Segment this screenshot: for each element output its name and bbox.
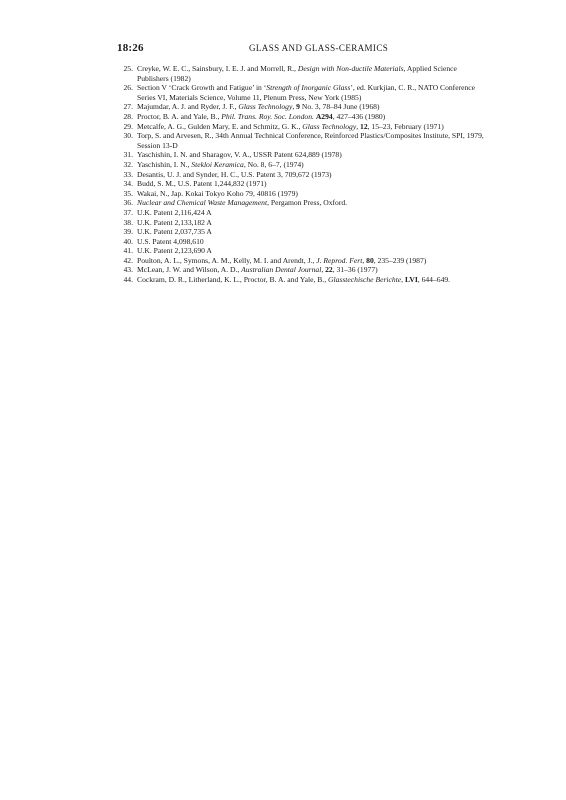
reference-item (117, 208, 489, 218)
reference-fragment: Torp, S. and Arvesen, R., 34th Annual Technical Conference, Reinforced Plastics/Composites Institute, SPI, 1979, Session 13-D (137, 131, 484, 150)
reference-fragment: McLean, J. W. and Wilson, A. D., (137, 265, 242, 275)
reference-text (137, 189, 489, 199)
reference-number: 25. (123, 64, 133, 73)
reference-number: 44. (123, 275, 133, 285)
reference-number: 26. (123, 83, 133, 93)
reference-volume: 22 (325, 265, 333, 275)
reference-item (117, 150, 489, 160)
reference-item (117, 275, 489, 285)
reference-item (117, 83, 489, 102)
reference-item (117, 102, 489, 112)
reference-number: 27. (123, 102, 133, 112)
reference-item (117, 131, 489, 150)
reference-fragment: Proctor, B. A. and Yale, B., (137, 111, 222, 121)
reference-text (137, 170, 489, 180)
reference-fragment: , Applied Science Publishers (1982) (137, 64, 457, 83)
reference-text (137, 83, 489, 102)
reference-title: Strength of Inorganic Glass (266, 83, 351, 93)
reference-number: 43. (123, 265, 133, 275)
reference-fragment: Majumdar, A. J. and Ryder, J. F., (137, 102, 239, 112)
reference-number: 38. (123, 217, 133, 227)
reference-text (137, 246, 489, 256)
reference-fragment: , (292, 102, 297, 112)
reference-item (117, 198, 489, 208)
reference-fragment: , (401, 275, 405, 285)
reference-item (117, 256, 489, 266)
running-title: GLASS AND GLASS-CERAMICS (249, 43, 389, 53)
reference-title: Glasstechische Berichte (328, 275, 402, 285)
reference-volume: A294 (315, 111, 333, 121)
reference-fragment: , (321, 265, 326, 275)
reference-fragment: , No. 8, 6–7, (1974) (243, 159, 304, 169)
reference-number: 39. (123, 227, 133, 237)
reference-fragment: U.K. Patent 2,116,424 A (137, 207, 212, 217)
reference-volume: 9 (296, 102, 300, 112)
reference-fragment: U.K. Patent 2,133,182 A (137, 217, 212, 227)
reference-fragment: Section V ‘Crack Growth and Fatigue’ in ‘ (137, 83, 267, 93)
reference-number: 41. (123, 246, 133, 256)
reference-fragment: , 427–436 (1980) (332, 111, 386, 121)
reference-item (117, 160, 489, 170)
reference-volume: LVI (404, 275, 418, 285)
reference-title: Design with Non-ductile Materials (297, 64, 404, 73)
reference-text (137, 131, 489, 150)
reference-text (137, 102, 489, 112)
reference-text (137, 256, 489, 266)
reference-text (137, 64, 489, 83)
reference-fragment: Yaschishin, I. N. and Sharagov, V. A., USSR Patent 624,889 (1978) (137, 150, 342, 160)
reference-fragment: , (362, 255, 367, 265)
reference-title: Nuclear and Chemical Waste Management (137, 198, 268, 208)
reference-title: J. Reprod. Fert (316, 255, 363, 265)
reference-fragment: U.K. Patent 2,123,690 A (137, 246, 212, 256)
reference-text (137, 112, 489, 122)
reference-fragment: Metcalfe, A. G., Gulden Mary, E. and Schmitz, G. K., (137, 121, 303, 131)
reference-text (137, 150, 489, 160)
reference-text (137, 237, 489, 247)
reference-number: 33. (123, 169, 133, 179)
reference-fragment: , (356, 121, 361, 131)
reference-number: 40. (123, 236, 133, 246)
reference-volume: 80 (366, 255, 374, 265)
reference-item (117, 64, 489, 83)
reference-number: 37. (123, 207, 133, 217)
reference-fragment: , 15–23, February (1971) (367, 121, 444, 131)
reference-text (137, 198, 489, 208)
reference-item (117, 112, 489, 122)
reference-item (117, 227, 489, 237)
reference-text (137, 208, 489, 218)
reference-fragment: Yaschishin, I. N., (137, 159, 192, 169)
reference-title: Phil. Trans. Roy. Soc. London. (221, 111, 314, 121)
reference-title: Stekloi Keramica (191, 159, 244, 169)
page-header (117, 42, 489, 56)
reference-fragment: , 31–36 (1977) (332, 265, 378, 275)
reference-fragment: Poulton, A. L., Symons, A. M., Kelly, M. I. and Arendt, J., (137, 255, 317, 265)
reference-fragment: , 235–239 (1987) (373, 255, 427, 265)
reference-item (117, 218, 489, 228)
reference-fragment: , 644–649. (417, 275, 451, 285)
reference-text (137, 218, 489, 228)
reference-volume: 12 (360, 121, 368, 131)
reference-text (137, 275, 489, 285)
reference-item (117, 265, 489, 275)
reference-number: 36. (123, 198, 133, 208)
reference-title: Australian Dental Journal (241, 265, 322, 275)
reference-title: Glass Technology (302, 121, 357, 131)
page-number: 18:26 (117, 42, 144, 54)
reference-number: 29. (123, 121, 133, 131)
reference-number: 34. (123, 179, 133, 189)
reference-number: 30. (123, 131, 133, 141)
reference-fragment: Budd, S. M., U.S. Patent 1,244,832 (1971) (137, 179, 267, 189)
reference-number: 31. (123, 150, 133, 160)
reference-text (137, 227, 489, 237)
reference-number: 42. (123, 255, 133, 265)
reference-text (137, 122, 489, 132)
reference-fragment: Desantis, U. J. and Synder, H. C., U.S. Patent 3, 709,672 (1973) (137, 169, 332, 179)
reference-text (137, 160, 489, 170)
reference-fragment: Creyke, W. E. C., Sainsbury, I. E. J. and Morrell, R., (137, 64, 298, 73)
reference-number: 32. (123, 159, 133, 169)
reference-fragment: No. 3, 78–84 June (1968) (299, 102, 380, 112)
reference-item (117, 237, 489, 247)
reference-list (117, 64, 489, 285)
reference-number: 35. (123, 188, 133, 198)
reference-text (137, 179, 489, 189)
reference-fragment: ’, ed. Kurkjian, C. R., NATO Conference Series VI, Materials Science, Volume 11, Plenum Press, New York (1985) (137, 83, 476, 102)
reference-text (137, 265, 489, 275)
reference-fragment: , Pergamon Press, Oxford. (267, 198, 348, 208)
reference-fragment: U.S. Patent 4,098,610 (137, 236, 204, 246)
reference-item (117, 189, 489, 199)
reference-fragment: U.K. Patent 2,037,735 A (137, 227, 212, 237)
reference-item (117, 122, 489, 132)
reference-number: 28. (123, 111, 133, 121)
reference-title: Glass Technology (238, 102, 293, 112)
reference-item (117, 179, 489, 189)
reference-item (117, 246, 489, 256)
reference-fragment: Wakai, N., Jap. Kokai Tokyo Koho 79, 40816 (1979) (137, 188, 298, 198)
reference-item (117, 170, 489, 180)
reference-fragment: Cockram, D. R., Litherland, K. L., Proctor, B. A. and Yale, B., (137, 275, 328, 285)
